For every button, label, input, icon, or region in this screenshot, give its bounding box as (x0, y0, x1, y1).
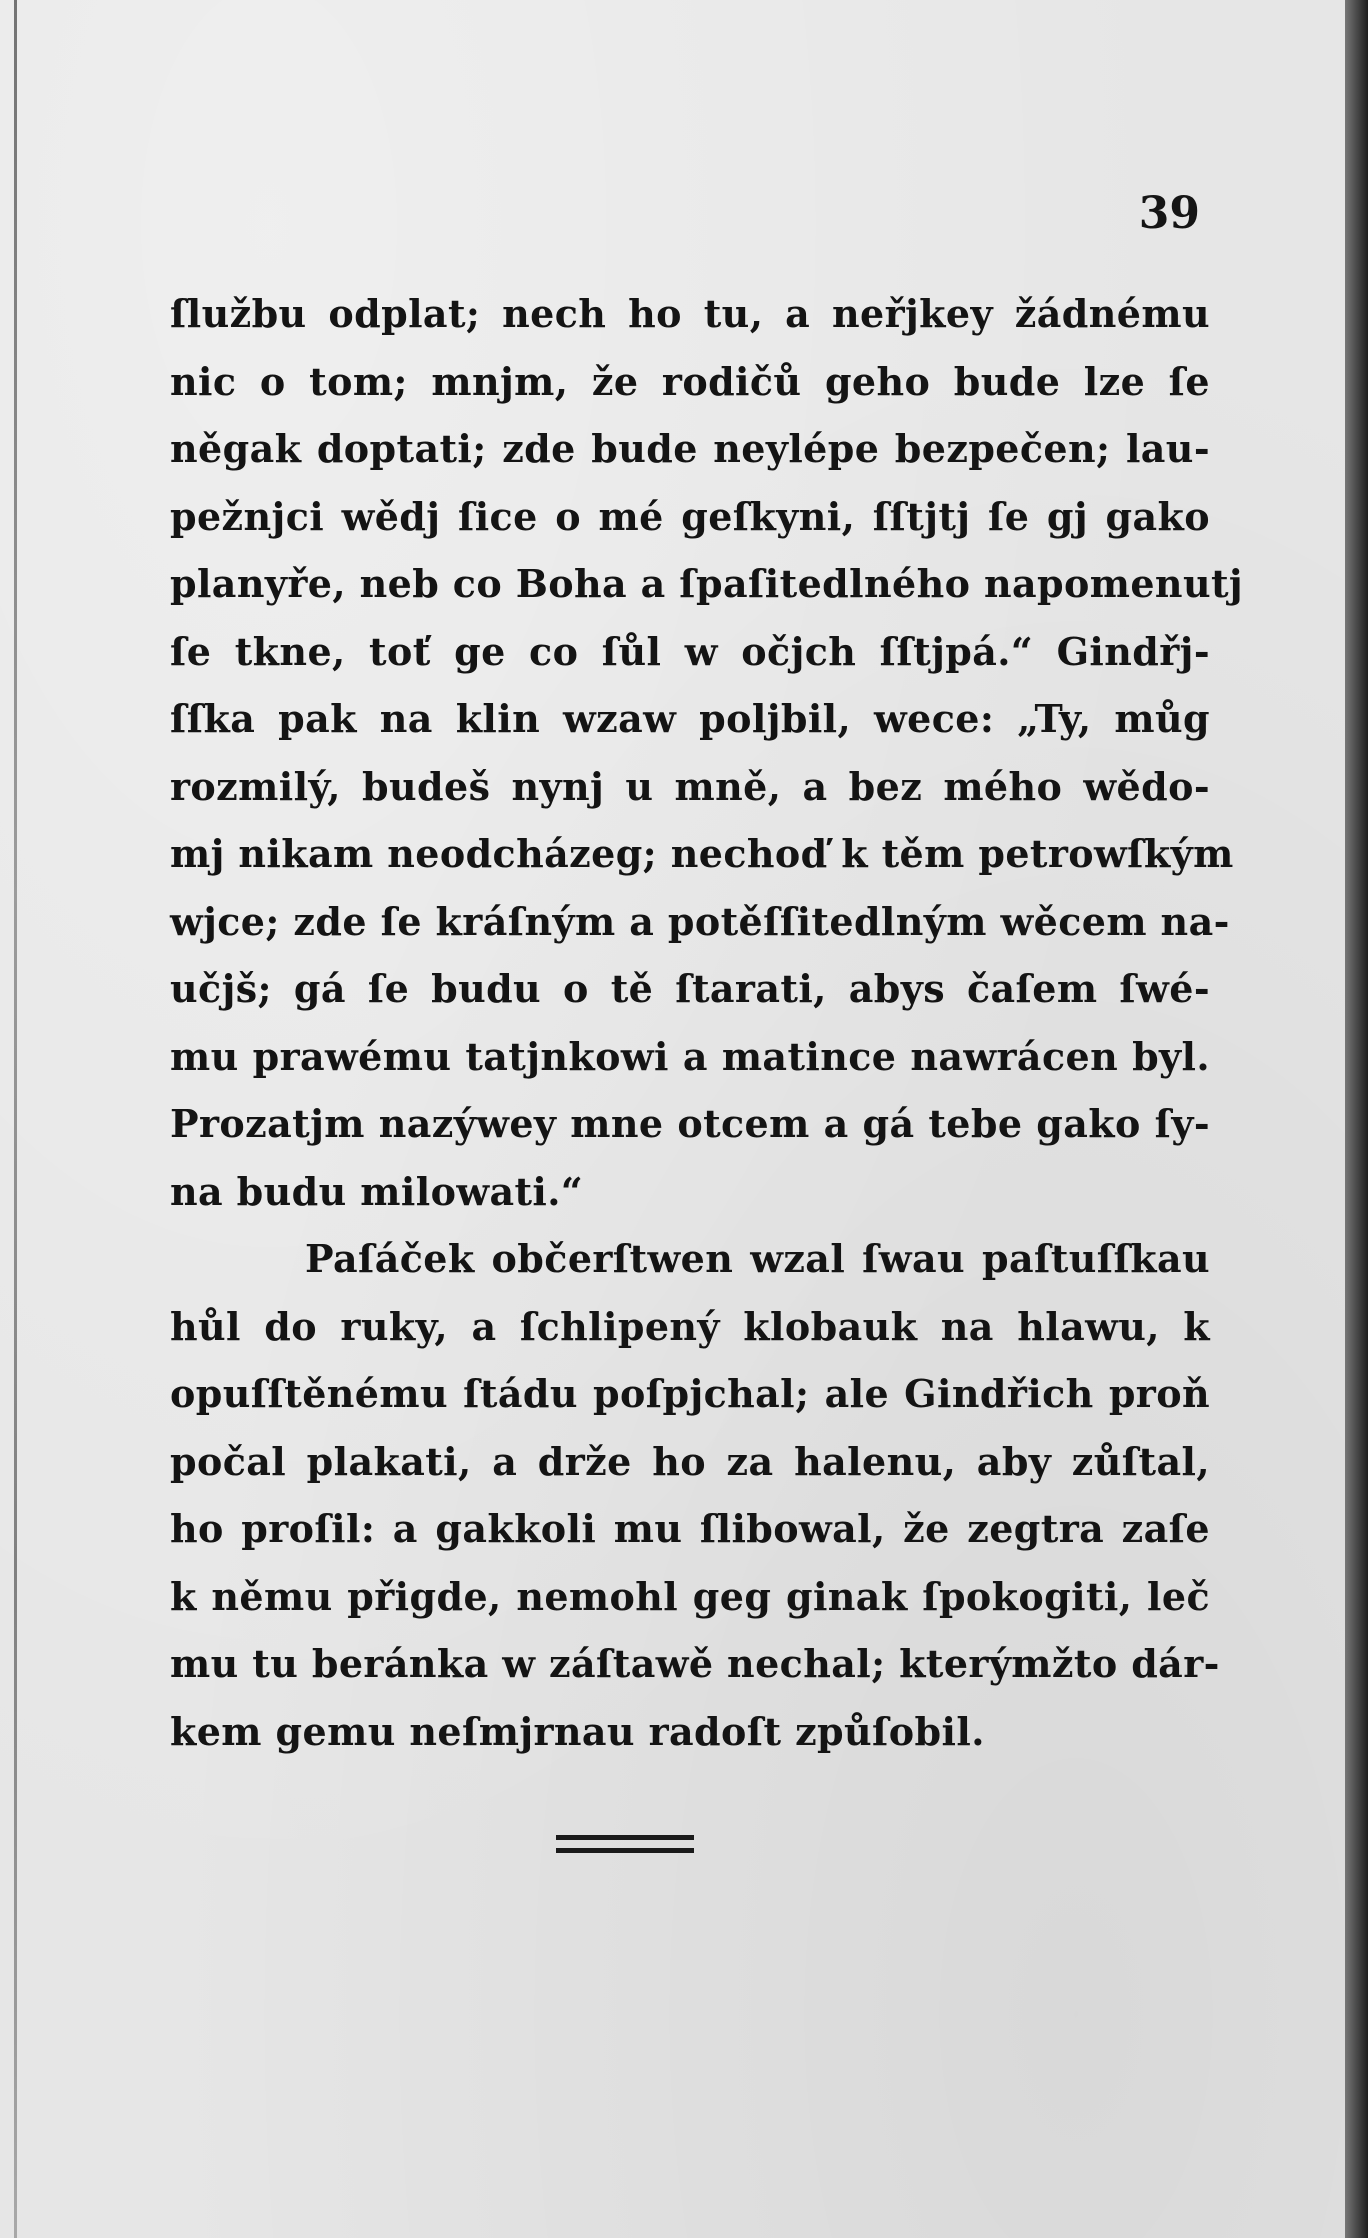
paragraph-end-line: kem gemu neſmjrnau radoſt způſobil. (170, 1708, 985, 1754)
text-line: mu prawému tatjnkowi a matince nawrácen byl. (170, 1033, 1210, 1079)
text-line: ho proſil: a gakkoli mu ſlibowal, že zegtra zaſe (170, 1506, 1210, 1551)
text-line: hůl do ruky, a ſchlipený klobauk na hlawu, k (170, 1303, 1210, 1349)
section-divider-rule (556, 1848, 694, 1853)
text-line: Prozatjm nazýwey mne otcem a gá tebe gako ſy- (170, 1101, 1210, 1146)
text-line: ſſka pak na klin wzaw poljbil, wece: „Ty, můg (170, 696, 1210, 741)
text-line: ſlužbu odplat; nech ho tu, a neřjkey žádnému (170, 291, 1210, 336)
page-number: 39 (1138, 188, 1200, 239)
page-shadow-edge (1345, 0, 1368, 2238)
section-divider-rule (556, 1835, 694, 1840)
body-text (170, 280, 1244, 1765)
paragraph-start-line: Paſáček občerſtwen wzal ſwau paſtuſſkau (305, 1236, 1210, 1281)
text-line: počal plakati, a drže ho za halenu, aby zůſtal, (170, 1438, 1210, 1484)
text-line: pežnjci wědj ſice o mé geſkyni, ſſtjtj ſe gj gako (170, 493, 1210, 539)
text-line: učjš; gá ſe budu o tě ſtarati, abys čaſem ſwé- (170, 966, 1210, 1011)
text-line: opuſſtěnému ſtádu poſpjchal; ale Gindřich proň (170, 1371, 1210, 1416)
text-line: rozmilý, budeš nynj u mně, a bez mého wědo- (170, 763, 1210, 809)
text-line: ſe tkne, toť ge co ſůl w očjch ſſtjpá.“ Gindřj- (170, 628, 1210, 674)
text-line: planyře, neb co Boha a ſpaſitedlného napomenutj (170, 561, 1244, 606)
text-line: nic o tom; mnjm, že rodičů geho bude lze ſe (170, 358, 1210, 404)
page-binding-edge (14, 0, 17, 2238)
text-line: mj nikam neodcházeg; nechoď k těm petrowſkým (170, 831, 1234, 876)
text-line: k němu přigde, nemohl geg ginak ſpokogiti, leč (170, 1573, 1210, 1619)
text-line: wjce; zde ſe kráſným a potěſſitedlným wěcem na- (170, 898, 1230, 944)
paragraph-end-line: na budu milowati.“ (170, 1168, 584, 1214)
text-line: mu tu beránka w záſtawě nechal; kterýmžto dár- (170, 1641, 1220, 1686)
text-line: něgak doptati; zde bude neylépe bezpečen; lau- (170, 426, 1210, 471)
